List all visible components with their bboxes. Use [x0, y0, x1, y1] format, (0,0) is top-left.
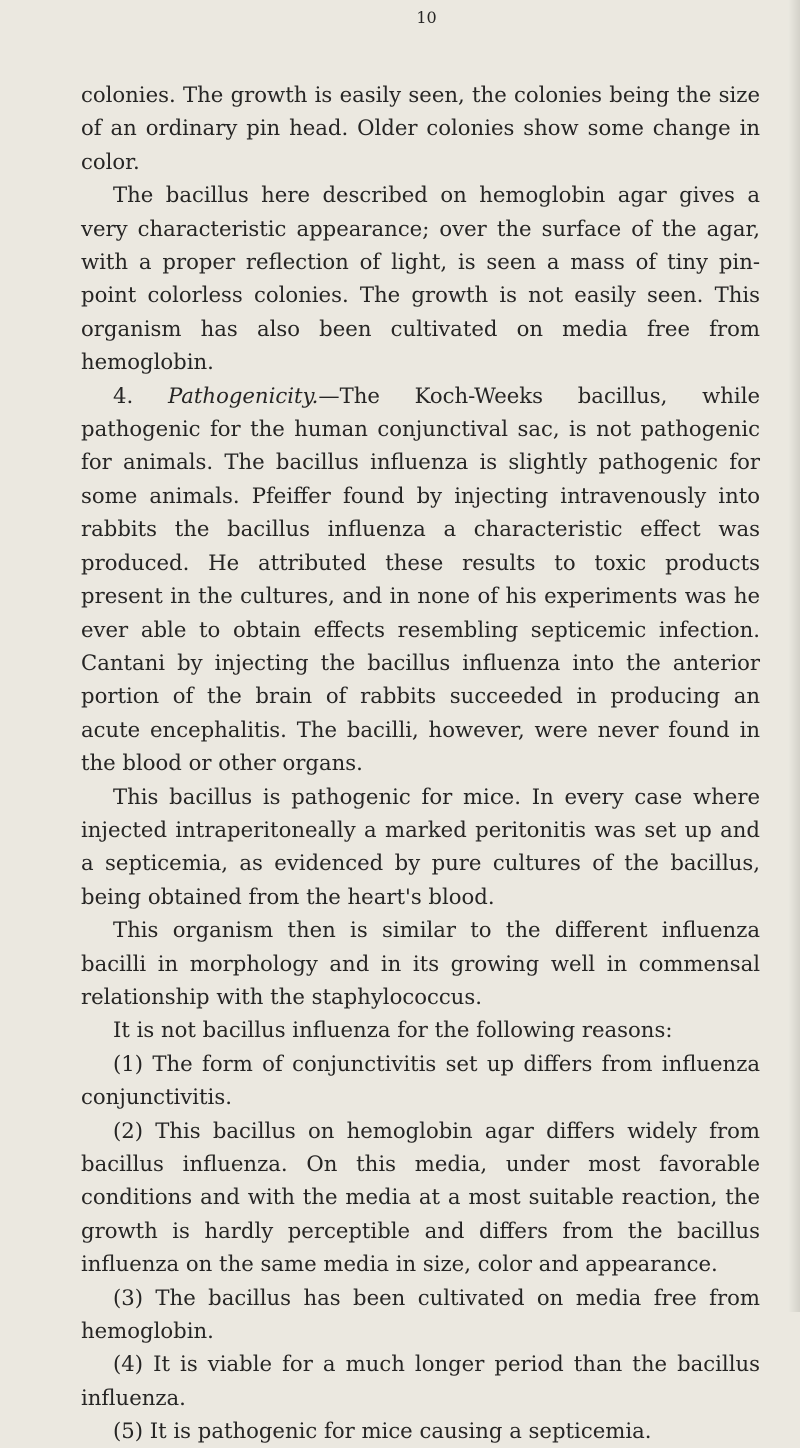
- paragraph-hemoglobin-agar-appearance: The bacillus here described on hemoglobin agar gives a very characteristic appearance; over the surface of the agar, with a proper reflection of light, is seen a mass of tiny pin-point colorless colonies. The growth is not easily seen. This organism has also been cultivated on media free from hemoglobin.: [81, 182, 760, 375]
- page-number: 10: [416, 8, 437, 27]
- reason-item-4: (4) It is viable for a much longer period than the bacillus influenza.: [81, 1351, 760, 1410]
- paragraph-pathogenicity: [81, 379, 760, 780]
- body-text: [81, 78, 760, 1448]
- paragraph-colonies-continued: colonies. The growth is easily seen, the colonies being the size of an ordinary pin head. Older colonies show some change in color.: [81, 82, 760, 174]
- paragraph-similarity: This organism then is similar to the different influenza bacilli in morphology and in its growing well in commensal relationship with the staphylococcus.: [81, 917, 760, 1009]
- reason-item-5: (5) It is pathogenic for mice causing a septicemia.: [113, 1418, 652, 1444]
- reason-item-3: (3) The bacillus has been cultivated on media free from hemoglobin.: [81, 1284, 760, 1344]
- paragraph-reasons-intro: It is not bacillus influenza for the following reasons:: [113, 1017, 673, 1043]
- page-edge-shadow: [788, 0, 800, 1312]
- reason-item-2: (2) This bacillus on hemoglobin agar differs widely from bacillus influenza. On this media, under most favorable conditions and with the media at a most suitable reaction, the growth is hardly perceptible and differs from the bacillus influenza on the same media in size, color and appearance.: [81, 1117, 760, 1277]
- section-heading-pathogenicity: Pathogenicity.: [167, 382, 319, 408]
- section-number: 4.: [113, 382, 168, 408]
- paragraph-mice: This bacillus is pathogenic for mice. In every case where injected intraperitoneally a marked peritonitis was set up and a septicemia, as evidenced by pure cultures of the bacillus, being obtained from the heart's blood.: [81, 783, 760, 909]
- reason-item-1: (1) The form of conjunctivitis set up differs from influenza conjunctivitis.: [81, 1050, 760, 1110]
- paragraph-pathogenicity-body: —The Koch-Weeks bacillus, while pathogenic for the human conjunctival sac, is not pathogenic for animals. The bacillus influenza is slightly pathogenic for some animals. Pfeiffer found by injecting intravenously into rabbits the bacillus influenza a characteristic effect was produced. He attributed these results to toxic products present in the cultures, and in none of his experiments was he ever able to obtain effects resembling septicemic infection. Cantani by injecting the bacillus influenza into the anterior portion of the brain of rabbits succeeded in producing an acute encephalitis. The bacilli, however, were never found in the blood or other organs.: [81, 382, 761, 776]
